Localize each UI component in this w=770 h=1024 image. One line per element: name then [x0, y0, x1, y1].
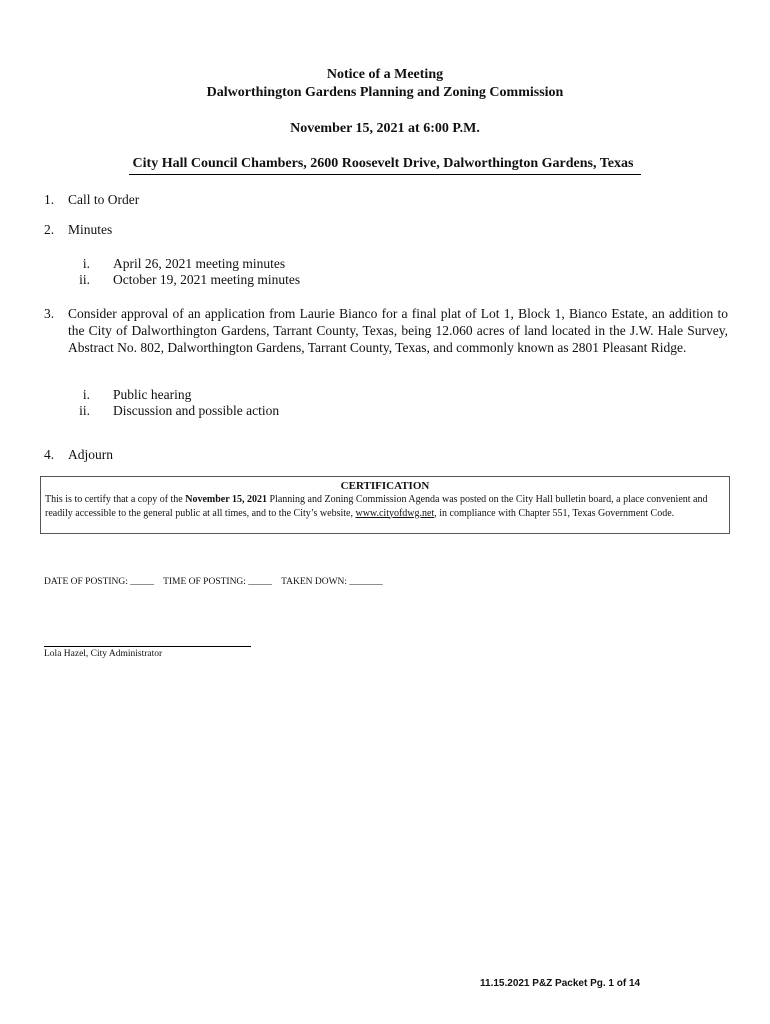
- sub-item-text: Discussion and possible action: [113, 403, 280, 418]
- sub-item-numeral: i.: [82, 387, 90, 402]
- sub-item-numeral: ii.: [79, 403, 90, 418]
- sub-item-text: April 26, 2021 meeting minutes: [113, 256, 286, 271]
- sub-item: [68, 403, 279, 419]
- agenda-item-text: Adjourn: [68, 447, 113, 462]
- agenda-item-number: 2.: [44, 222, 55, 237]
- agenda-item-3: [44, 305, 728, 356]
- meeting-date: November 15, 2021 at 6:00 P.M.: [290, 121, 480, 136]
- notice-title: Notice of a Meeting: [326, 67, 444, 82]
- agenda-item-number: 1.: [44, 192, 55, 207]
- agenda-item-number: 3.: [44, 306, 55, 321]
- posting-record: [44, 576, 392, 588]
- agenda-item-2: [44, 221, 112, 238]
- agenda-item-text: Minutes: [68, 222, 113, 237]
- certification-box: [40, 476, 730, 534]
- agenda-item-text: Consider approval of an application from Laurie Bianco for a final plat of Lot 1, Block 1, Bianco Estate, an addition to the City of Dalworthington Gardens, Tarrant County, Texas, being 12.060 acres of land located in the J.W. Hale Survey, Abstract No. 802, Dalworthington Gardens, Tarrant County, Texas, and commonly known as 2801 Pleasant Ridge.: [68, 306, 728, 355]
- city-website-link[interactable]: www.cityofdwg.net: [355, 507, 435, 519]
- agenda-item-text: Call to Order: [68, 192, 140, 207]
- agenda-item-1: [44, 191, 139, 208]
- sub-item-text: October 19, 2021 meeting minutes: [113, 272, 301, 287]
- meeting-venue-text: City Hall Council Chambers, 2600 Roosevelt Drive, Dalworthington Gardens, Texas: [129, 155, 642, 175]
- sub-item: [68, 256, 285, 272]
- certification-text: , in compliance with Chapter 551, Texas Government Code.: [434, 507, 675, 519]
- taken-down: TAKEN DOWN: _______: [281, 577, 383, 587]
- signature-line: [44, 646, 251, 647]
- agenda-item-number: 4.: [44, 447, 55, 462]
- signatory-name: Lola Hazel, City Administrator: [44, 649, 163, 659]
- certification-body: [45, 493, 725, 520]
- certification-text: This is to certify that a copy of the: [45, 494, 186, 505]
- certification-text: Planning and Zoning Commission Agenda was posted on the City Hall bulletin board, a place convenient and readily accessible to the general public at all times, and to the City’s website,: [45, 494, 708, 519]
- agenda-item-4: [44, 446, 113, 463]
- meeting-venue: [0, 154, 770, 175]
- packet-page-number: 11.15.2021 P&Z Packet Pg. 1 of 14: [480, 978, 641, 989]
- sub-item: [68, 387, 191, 403]
- certification-date: November 15, 2021: [185, 494, 267, 505]
- certification-title: CERTIFICATION: [340, 480, 430, 492]
- time-of-posting: TIME OF POSTING: _____: [163, 577, 273, 587]
- sub-item-numeral: ii.: [79, 272, 90, 287]
- sub-item: [68, 272, 300, 288]
- date-of-posting: DATE OF POSTING: _____: [44, 577, 155, 587]
- sub-item-text: Public hearing: [113, 387, 192, 402]
- sub-item-numeral: i.: [82, 256, 90, 271]
- commission-name: Dalworthington Gardens Planning and Zoning Commission: [206, 85, 564, 100]
